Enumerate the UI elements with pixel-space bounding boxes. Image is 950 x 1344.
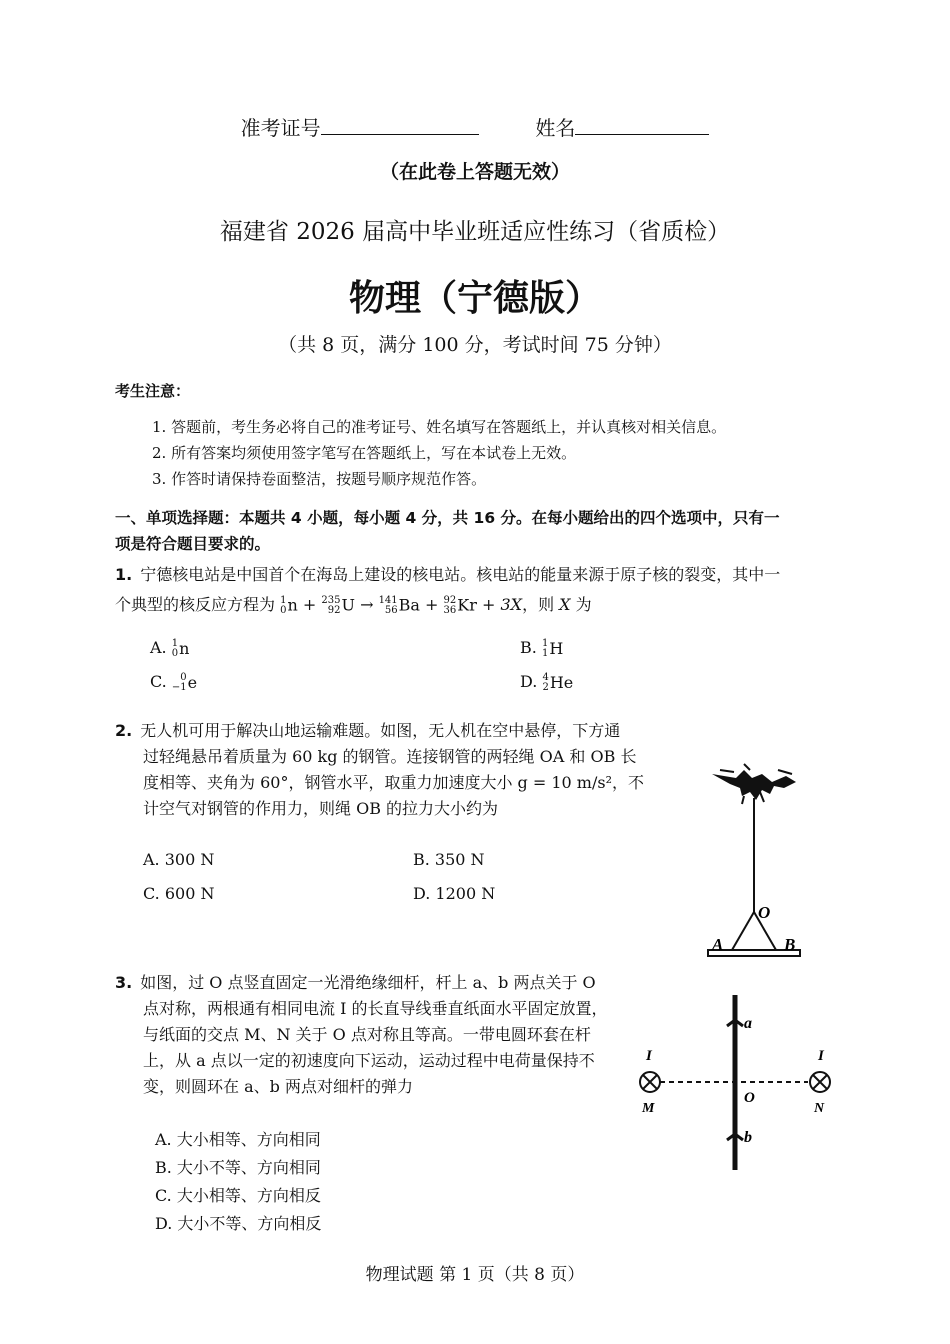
- label-m: M: [642, 1101, 655, 1116]
- notice-item: 3. 作答时请保持卷面整洁，按题号顺序规范作答。: [152, 470, 487, 488]
- drone-figure: [700, 760, 820, 970]
- q1-option-d[interactable]: D. 4 2 He: [520, 671, 574, 693]
- invalid-note: （在此卷上答题无效）: [379, 161, 570, 183]
- nuclide: 92 36 Kr: [443, 594, 477, 616]
- q2-option-a[interactable]: A. 300 N: [143, 850, 215, 869]
- label-n: N: [814, 1101, 825, 1116]
- q3-option-b[interactable]: B. 大小不等、方向相同: [155, 1158, 321, 1177]
- q3-options: [155, 1126, 321, 1238]
- label-o: O: [744, 1090, 755, 1106]
- q3-line: 点对称，两根通有相同电流 I 的长直导线垂直纸面水平固定放置，: [143, 999, 608, 1018]
- nuclide: 141 56 Ba: [378, 594, 420, 616]
- nuclide: 1 0 n: [280, 594, 298, 616]
- notice-list: [152, 414, 726, 492]
- q3-option-a[interactable]: A. 大小相等、方向相同: [155, 1130, 321, 1149]
- notice-item: 1. 答题前，考生务必将自己的准考证号、姓名填写在答题纸上，并认真核对相关信息。: [152, 418, 727, 436]
- q3-line: 与纸面的交点 M、N 关于 O 点对称且等高。一带电圆环套在杆: [143, 1025, 591, 1044]
- q1-prefix: 个典型的核反应方程为: [115, 595, 276, 614]
- label-current-left: I: [646, 1048, 652, 1064]
- page-footer: 物理试题 第 1 页（共 8 页）: [365, 1265, 585, 1285]
- q2-line: 过轻绳悬吊着质量为 60 kg 的钢管。连接钢管的两轻绳 OA 和 OB 长: [143, 747, 637, 766]
- q3-line: 变，则圆环在 a、b 两点对细杆的弹力: [143, 1077, 413, 1096]
- label-b: B: [784, 935, 796, 954]
- question-number: 2.: [115, 721, 133, 740]
- q1-line-1: 宁德核电站是中国首个在海岛上建设的核电站。核电站的能量来源于原子核的裂变，其中一: [140, 565, 781, 584]
- exam-id-label: 准考证号: [240, 116, 321, 140]
- label-o: O: [758, 903, 771, 922]
- wire-n-icon: [810, 1072, 830, 1092]
- q2-line: 计空气对钢管的作用力，则绳 OB 的拉力大小约为: [143, 799, 499, 818]
- q1-option-c[interactable]: C. 0 −1 e: [150, 671, 198, 693]
- wire-m-icon: [640, 1072, 660, 1092]
- exam-id-blank: [321, 134, 479, 135]
- question-2: [115, 718, 675, 822]
- section-1-line: 一、单项选择题：本题共 4 小题，每小题 4 分，共 16 分。在每小题给出的四个选项中，只有一: [115, 509, 780, 527]
- question-number: 3.: [115, 973, 133, 992]
- q2-line: 无人机可用于解决山地运输难题。如图，无人机在空中悬停，下方通: [140, 721, 621, 740]
- q1-line-2: 个典型的核反应方程为 1 0 n + 235 92 U → 141 56 Ba + 92 36 Kr + 3X，则 X 为: [115, 592, 845, 619]
- label-current-right: I: [818, 1048, 824, 1064]
- label-a: a: [744, 1015, 752, 1032]
- exam-title: 福建省 2026 届高中毕业班适应性练习（省质检）: [219, 219, 731, 245]
- rope-oa: [732, 912, 754, 950]
- q1-option-b[interactable]: B. 1 1 H: [520, 637, 564, 659]
- subject-title: 物理（宁德版）: [348, 277, 601, 319]
- name-label: 姓名: [535, 116, 576, 140]
- section-1-heading: [115, 505, 780, 557]
- section-1-line: 项是符合题目要求的。: [115, 535, 271, 553]
- exam-id-name-line: [0, 112, 950, 141]
- q3-line: 上，从 a 点以一定的初速度向下运动，运动过程中电荷量保持不: [143, 1051, 595, 1070]
- question-3: [115, 970, 640, 1100]
- notice-title: 考生注意：: [115, 382, 191, 400]
- q3-line: 如图，过 O 点竖直固定一光滑绝缘细杆，杆上 a、b 两点关于 O: [140, 973, 596, 992]
- q1-variable: X: [559, 595, 571, 614]
- name-blank: [575, 134, 709, 135]
- q3-option-d[interactable]: D. 大小不等、方向相反: [155, 1214, 322, 1233]
- q2-line: 度相等、夹角为 60°，钢管水平，取重力加速度大小 g = 10 m/s²，不: [143, 773, 644, 792]
- q3-option-c[interactable]: C. 大小相等、方向相反: [155, 1186, 321, 1205]
- question-1: [115, 562, 845, 619]
- label-b: b: [744, 1129, 752, 1146]
- q1-option-a[interactable]: A. 1 0 n: [150, 637, 190, 659]
- q2-option-b[interactable]: B. 350 N: [413, 850, 485, 869]
- notice-item: 2. 所有答案均须使用签字笔写在答题纸上，写在本试卷上无效。: [152, 444, 577, 462]
- label-a: A: [712, 935, 724, 954]
- q2-option-c[interactable]: C. 600 N: [143, 884, 215, 903]
- rod-wires-figure: [630, 990, 845, 1175]
- q2-option-d[interactable]: D. 1200 N: [413, 884, 496, 903]
- exam-info: （共 8 页，满分 100 分，考试时间 75 分钟）: [278, 334, 672, 356]
- q1-tail: 3X: [500, 595, 523, 614]
- question-number: 1.: [115, 565, 133, 584]
- nuclide: 235 92 U: [321, 594, 355, 616]
